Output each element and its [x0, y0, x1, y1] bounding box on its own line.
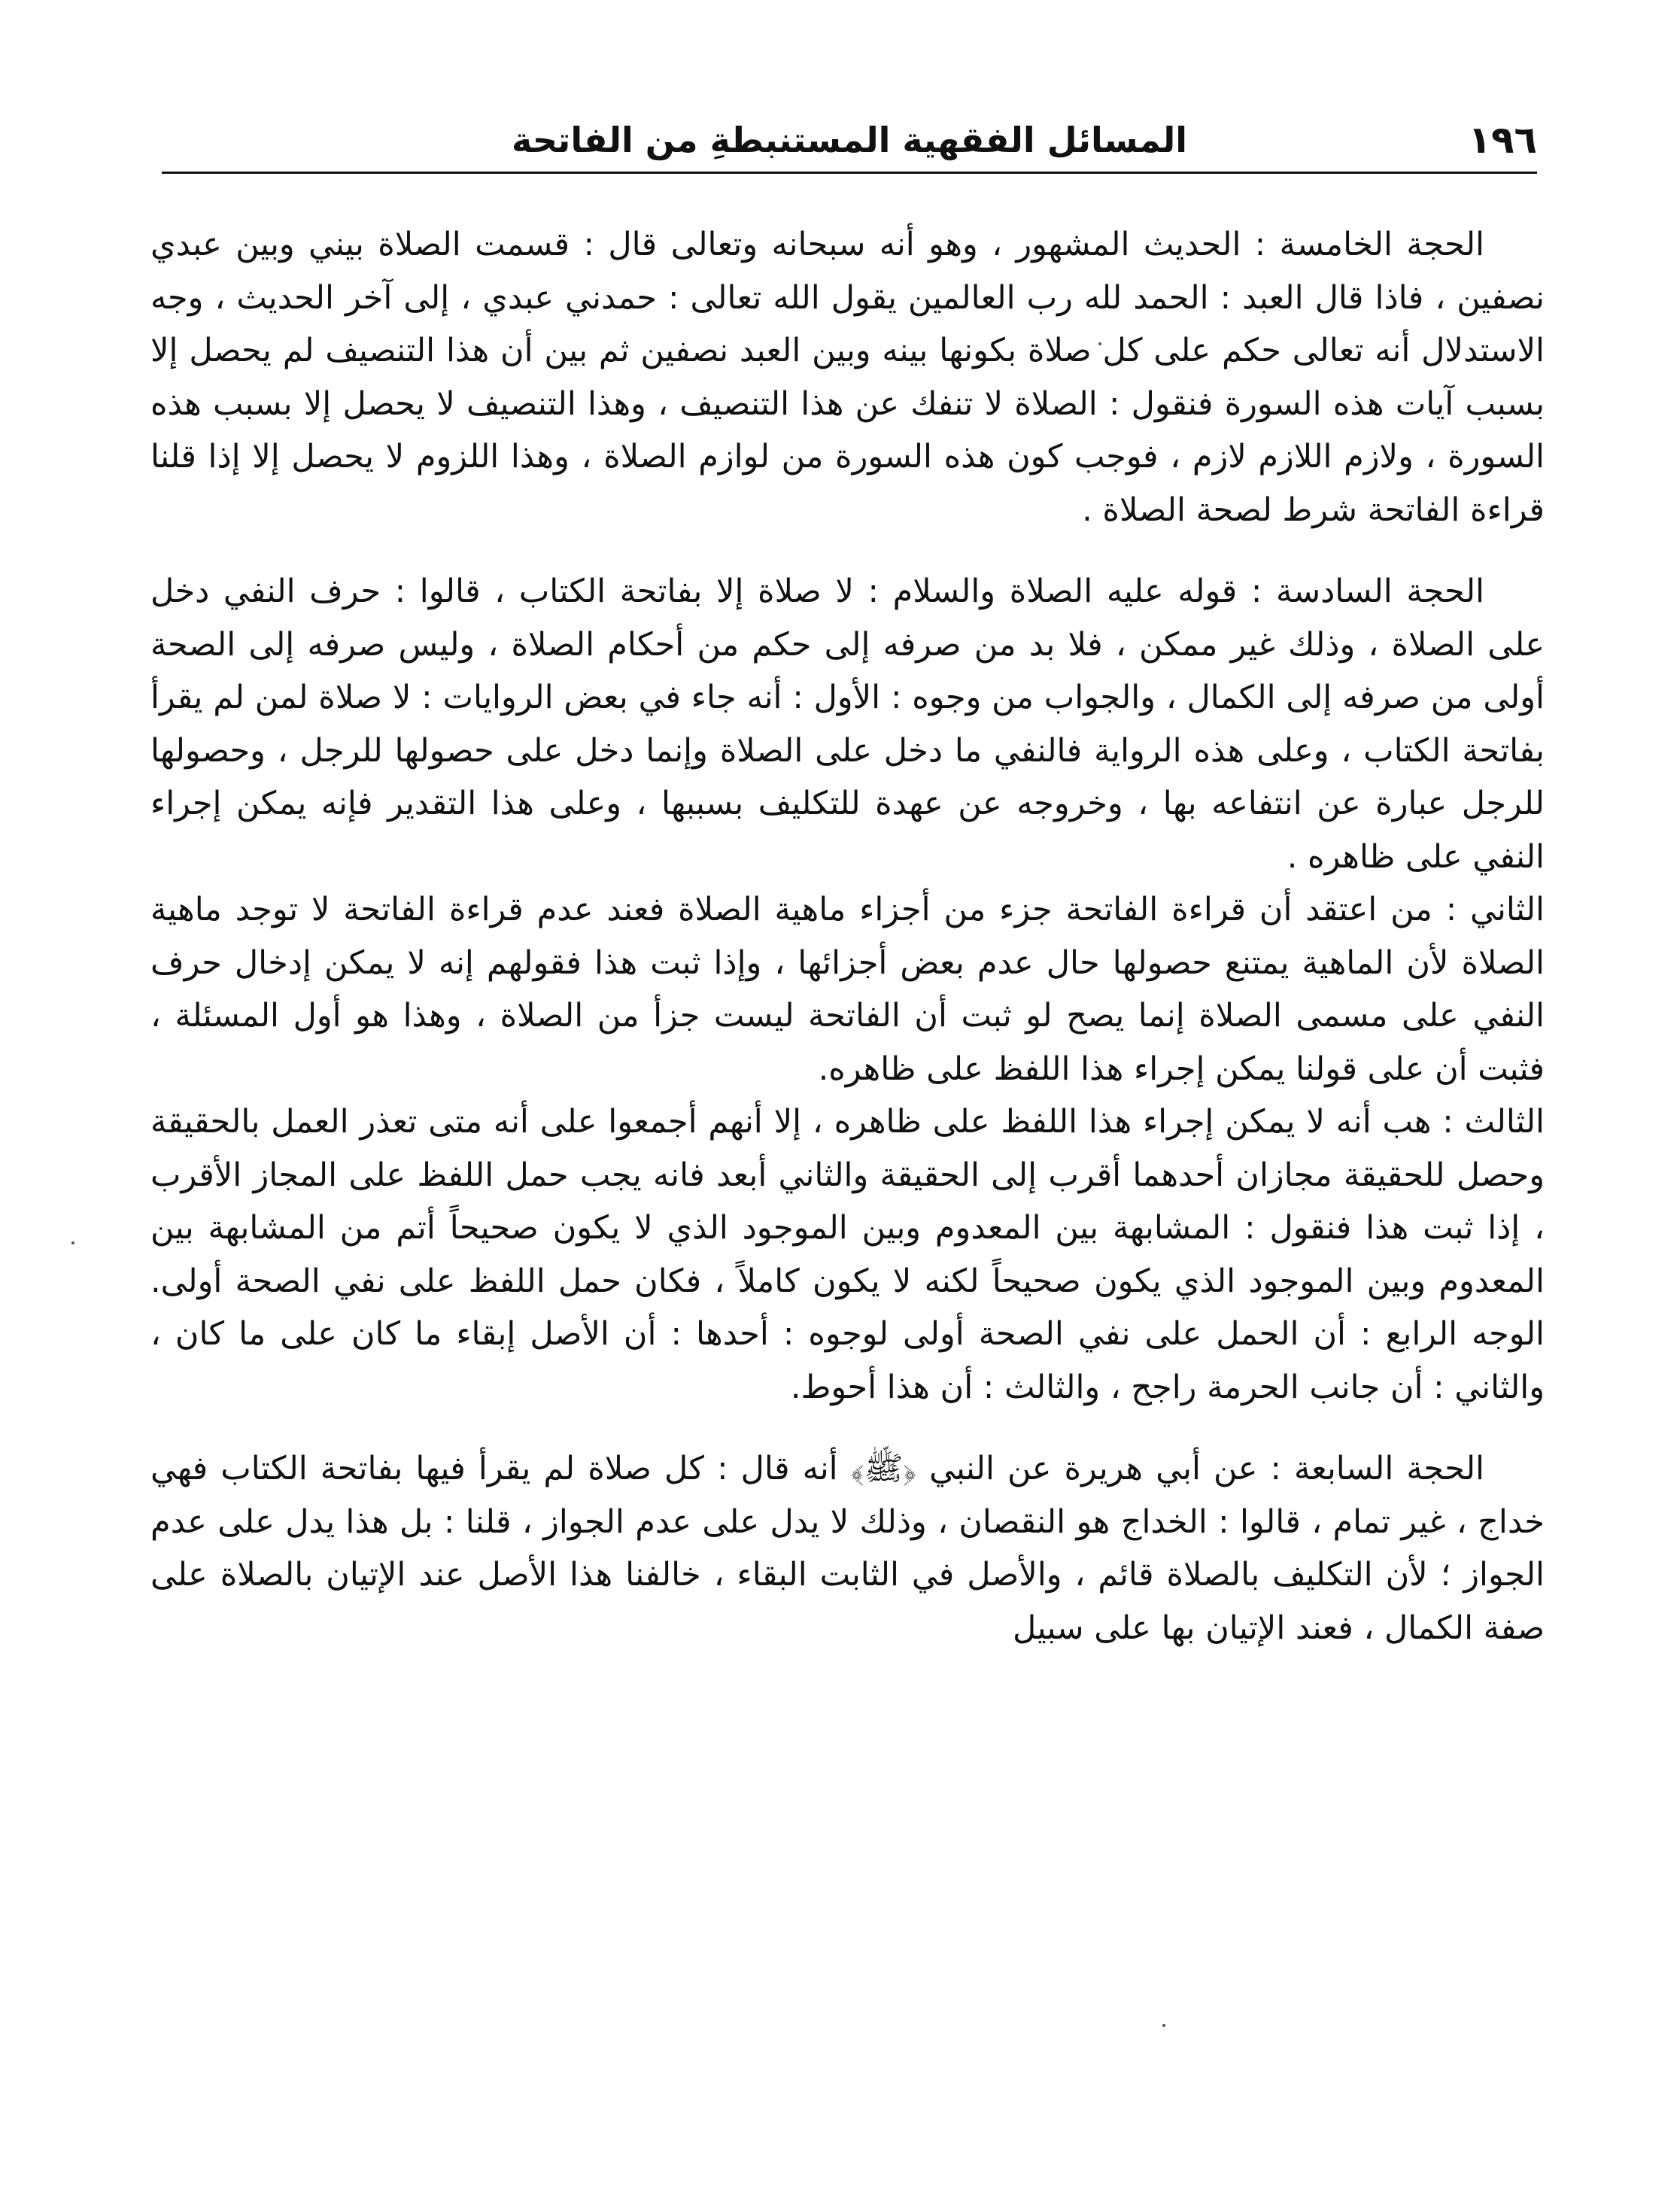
paragraph-fifth-argument: الحجة الخامسة : الحديث المشهور ، وهو أنه سبحانه وتعالى قال : قسمت الصلاة بيني وبين عبدي نصفين ، فاذا قال العبد : الحمد لله رب العالمين يقول الله تعالى : حمدني عبدي ، إلى آخر الحديث ، وجه الاستدلال أنه تعالى حكم على كل صلاة بكونها بينه وبين العبد نصفين ثم بين أن هذا التنصيف لم يحصل إلا بسبب آيات هذه السورة فنقول : الصلاة لا تنفك عن هذا التنصيف ، وهذا التنصيف لا يحصل إلا بسبب هذه السورة ، ولازم اللازم لازم ، فوجب كون هذه السورة من لوازم الصلاة ، وهذا اللزوم لا يحصل إلا إذا قلنا قراءة الفاتحة شرط لصحة الصلاة .	[150, 226, 1545, 529]
page-body	[150, 218, 1545, 2167]
running-title: المسائل الفقهية المستنبطةِ من الفاتحة	[512, 120, 1187, 160]
scan-speck	[71, 1241, 74, 1244]
header-rule	[162, 172, 1537, 174]
paragraph-sixth-argument: الحجة السادسة : قوله عليه الصلاة والسلام : لا صلاة إلا بفاتحة الكتاب ، قالوا : حرف النفي دخل على الصلاة ، وذلك غير ممكن ، فلا بد من صرفه إلى حكم من أحكام الصلاة ، وليس صرفه إلى الصحة أولى من صرفه إلى الكمال ، والجواب من وجوه : الأول : أنه جاء في بعض الروايات : لا صلاة لمن لم يقرأ بفاتحة الكتاب ، وعلى هذه الرواية فالنفي ما دخل على الصلاة وإنما دخل على حصولها للرجل ، وحصولها للرجل عبارة عن انتفاعه بها ، وخروجه عن عهدة للتكليف بسببها ، وعلى هذا التقدير فإنه يمكن إجراء النفي على ظاهره .	[150, 573, 1545, 876]
page-header	[162, 111, 1537, 172]
paragraph-third-response: الثالث : هب أنه لا يمكن إجراء هذا اللفظ على ظاهره ، إلا أنهم أجمعوا على أنه متى تعذر العمل بالحقيقة وحصل للحقيقة مجازان أحدهما أقرب إلى الحقيقة والثاني أبعد فانه يجب حمل اللفظ على المجاز الأقرب ، إذا ثبت هذا فنقول : المشابهة بين المعدوم وبين الموجود الذي لا يكون صحيحاً أتم من المشابهة بين المعدوم وبين الموجود الذي يكون صحيحاً لكنه لا يكون كاملاً ، فكان حمل اللفظ على نفي الصحة أولى. الوجه الرابع : أن الحمل على نفي الصحة أولى لوجوه : أحدها : أن الأصل إبقاء ما كان على ما كان ، والثاني : أن جانب الحرمة راجح ، والثالث : أن هذا أحوط.	[150, 1103, 1545, 1406]
page-number: ١٩٦	[1468, 118, 1537, 162]
paragraph-second-response: الثاني : من اعتقد أن قراءة الفاتحة جزء من أجزاء ماهية الصلاة فعند عدم قراءة الفاتحة لا توجد ماهية الصلاة لأن الماهية يمتنع حصولها حال عدم بعض أجزائها ، وإذا ثبت هذا فقولهم إنه لا يمكن إدخال حرف النفي على مسمى الصلاة إنما يصح لو ثبت أن الفاتحة ليست جزأ من الصلاة ، وهذا هو أول المسئلة ، فثبت أن على قولنا يمكن إجراء هذا اللفظ على ظاهره.	[150, 891, 1545, 1088]
paragraph-seventh-argument: الحجة السابعة : عن أبي هريرة عن النبي ﴿ﷺ﴾ أنه قال : كل صلاة لم يقرأ فيها بفاتحة الكتاب فهي خداج ، غير تمام ، قالوا : الخداج هو النقصان ، وذلك لا يدل على عدم الجواز ، قلنا : بل هذا يدل على عدم الجواز ؛ لأن التكليف بالصلاة قائم ، والأصل في الثابت البقاء ، خالفنا هذا الأصل عند الإتيان بالصلاة على صفة الكمال ، فعند الإتيان بها على سبيل	[150, 1450, 1545, 1647]
